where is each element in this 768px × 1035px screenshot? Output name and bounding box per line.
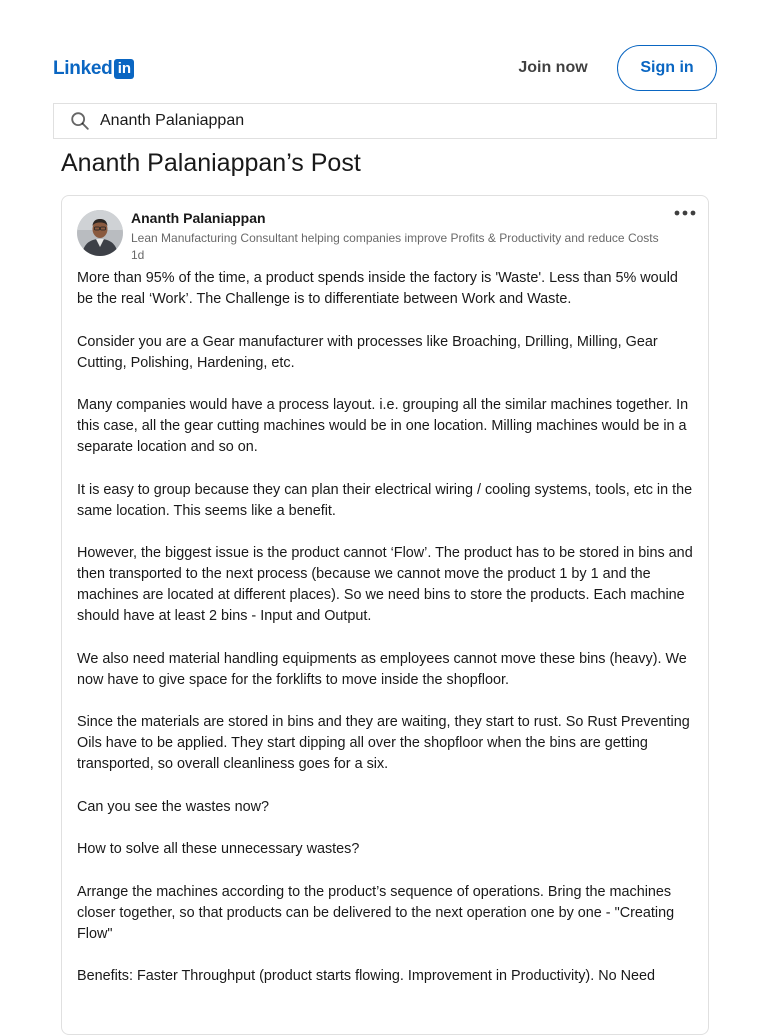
post-paragraph: Can you see the wastes now?: [77, 798, 269, 815]
post-paragraph: More than 95% of the time, a product spends inside the factory is 'Waste'. Less than 5% would be the real ‘Work’. The Challenge is to differentiate between Work and Waste.: [77, 270, 678, 307]
post-paragraph: Consider you are a Gear manufacturer with processes like Broaching, Drilling, Milling, Gear Cutting, Polishing, Hardening, etc.: [77, 333, 658, 371]
post-paragraph: How to solve all these unnecessary wastes?: [77, 841, 360, 857]
post-paragraph: However, the biggest issue is the product cannot ‘Flow’. The product has to be stored in bins and then transported to the next process (because we cannot move the product 1 by 1 and the machines are located at different places). So we need bins to store the products. Each machine should have at least 2 bins - Input and Output.: [77, 545, 693, 624]
post-paragraph: Arrange the machines according to the product’s sequence of operations. Bring the machines closer together, so that products can be delivered to the next operation one by one - "Creating Flow": [77, 883, 675, 942]
search-icon: [69, 110, 91, 132]
post-body: [77, 268, 697, 1009]
author-headline: Lean Manufacturing Consultant helping companies improve Profits & Productivity and reduce Costs: [131, 231, 659, 245]
author-avatar[interactable]: [77, 210, 123, 256]
search-bar[interactable]: [53, 103, 717, 139]
avatar-photo: [77, 210, 123, 256]
post-paragraph: Benefits: Faster Throughput (product starts flowing. Improvement in Productivity). No Need: [77, 968, 656, 984]
post-paragraph: Many companies would have a process layout. i.e. grouping all the similar machines together. In this case, all the gear cutting machines would be in one location. Milling machines would be in a separate location and so on.: [77, 397, 689, 455]
sign-in-button[interactable]: Sign in: [617, 45, 717, 91]
search-input[interactable]: [100, 112, 680, 130]
join-now-button[interactable]: Join now: [506, 52, 600, 84]
more-horizontal-icon: [672, 206, 698, 220]
linkedin-logo[interactable]: [53, 59, 134, 79]
author-name[interactable]: Ananth Palaniappan: [131, 210, 266, 226]
more-options-button[interactable]: [672, 206, 698, 220]
logo-in-box: in: [114, 59, 134, 79]
top-nav: [0, 0, 768, 100]
logo-wordmark: Linked: [53, 58, 113, 79]
page-title: Ananth Palaniappan’s Post: [61, 149, 361, 177]
post-card: [61, 195, 709, 1035]
post-paragraph: It is easy to group because they can plan their electrical wiring / cooling systems, tools, etc in the same location. This seems like a benefit.: [77, 481, 693, 519]
post-paragraph: Since the materials are stored in bins and they are waiting, they start to rust. So Rust Preventing Oils have to be applied. They start dipping all over the shopfloor when the bins are getting transported, so overall cleanliness goes for a six.: [77, 714, 690, 772]
post-timestamp: 1d: [131, 248, 145, 262]
post-paragraph: We also need material handling equipments as employees cannot move these bins (heavy). We now have to give space for the forklifts to move inside the shopfloor.: [77, 650, 687, 688]
